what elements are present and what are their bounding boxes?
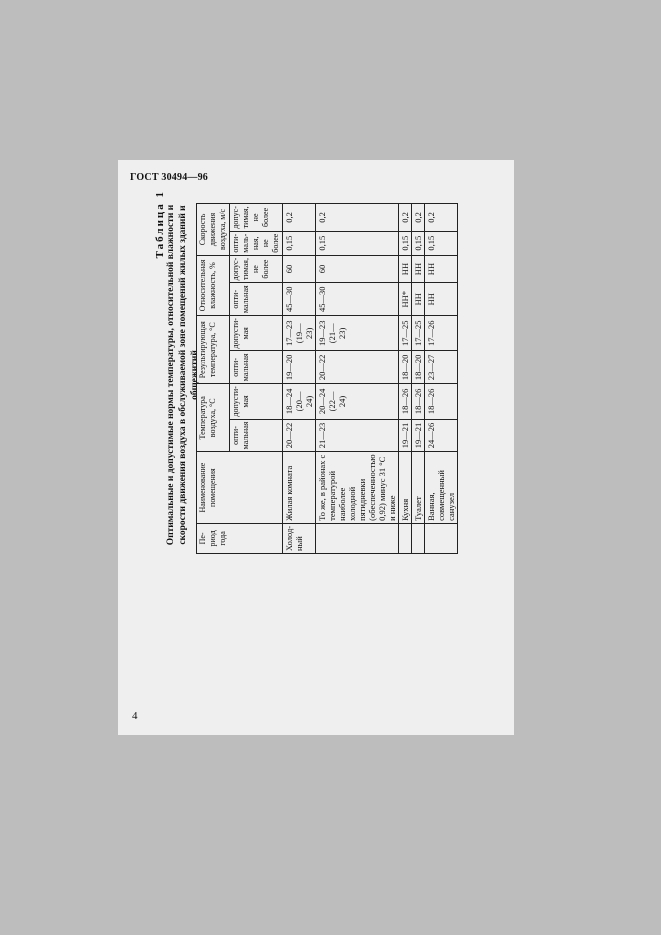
table-title: Оптимальные и допустимые нормы температуры, относительной влажности и скорости движения воздуха в обслуживаемой зоне помещений жилых зданий и общежитий — [166, 204, 200, 546]
document-header: ГОСТ 30494—96 — [130, 172, 209, 183]
col-speed: Скорость движения воздуха, м/с — [197, 204, 230, 256]
sub-allow-max: допус-тимая, не более — [230, 255, 283, 283]
cell-h-opt: 45—30 — [283, 283, 316, 316]
cell-r-opt: 23—27 — [425, 351, 458, 384]
cell-room: Кухня — [399, 452, 412, 523]
cell-v-opt: 0,15 — [283, 231, 316, 255]
cell-v-opt: 0,15 — [399, 231, 412, 255]
sub-allow-max: допус-тимая, не более — [230, 204, 283, 232]
cell-h-allow: 60 — [283, 255, 316, 283]
cell-r-opt: 20—22 — [316, 351, 399, 384]
cell-v-allow: 0,2 — [316, 204, 399, 232]
cell-v-opt: 0,15 — [316, 231, 399, 255]
cell-period — [425, 523, 458, 553]
cell-h-allow: НН — [425, 255, 458, 283]
cell-h-opt: НН — [412, 283, 425, 316]
cell-r-opt: 18—20 — [412, 351, 425, 384]
cell-t-opt: 24—26 — [425, 419, 458, 452]
cell-r-allow: 17—26 — [425, 316, 458, 351]
cell-v-allow: 0,2 — [283, 204, 316, 232]
cell-t-opt: 21—23 — [316, 419, 399, 452]
cell-v-allow: 0,2 — [412, 204, 425, 232]
table-row — [412, 204, 425, 554]
cell-r-opt: 18—20 — [399, 351, 412, 384]
sub-allow: допусти-мая — [230, 384, 283, 419]
cell-period: Холод-ный — [283, 523, 316, 553]
cell-r-allow: 17—25 — [399, 316, 412, 351]
cell-t-opt: 19—21 — [412, 419, 425, 452]
sub-opt-max: опти-маль-ная, не более — [230, 231, 283, 255]
cell-r-allow: 19—23 (21—23) — [316, 316, 399, 351]
col-air-temp: Температура воздуха, °С — [197, 384, 230, 452]
document-page — [118, 160, 514, 735]
cell-room: Ванная, совмещенный санузел — [425, 452, 458, 523]
table-row — [283, 204, 316, 554]
cell-room: Жилая комната — [283, 452, 316, 523]
cell-t-allow: 18—24 (20—24) — [283, 384, 316, 419]
cell-h-opt: НН* — [399, 283, 412, 316]
cell-period — [399, 523, 412, 553]
table-row — [425, 204, 458, 554]
table-label: Таблица 1 — [154, 190, 166, 259]
cell-v-allow: 0,2 — [425, 204, 458, 232]
norms-table — [196, 203, 458, 554]
rotated-table-block — [154, 190, 474, 564]
cell-room: Туалет — [412, 452, 425, 523]
sub-opt: опти-мальная — [230, 351, 283, 384]
col-humidity: Относительная влажность, % — [197, 255, 230, 315]
sub-opt: опти-мальная — [230, 419, 283, 452]
table-row — [399, 204, 412, 554]
cell-t-allow: 18—26 — [399, 384, 412, 419]
cell-t-opt: 19—21 — [399, 419, 412, 452]
cell-r-allow: 17—25 — [412, 316, 425, 351]
cell-h-allow: НН — [399, 255, 412, 283]
table-row — [316, 204, 399, 554]
cell-room: То же, в районах с температурой наиболее холодной пятидневки (обеспеченностью 0,92) минус 31 °С и ниже — [316, 452, 399, 523]
cell-v-allow: 0,2 — [399, 204, 412, 232]
col-result-temp: Результирующая температура, °С — [197, 316, 230, 384]
cell-r-opt: 19—20 — [283, 351, 316, 384]
cell-t-allow: 18—26 — [425, 384, 458, 419]
cell-t-opt: 20—22 — [283, 419, 316, 452]
cell-v-opt: 0,15 — [425, 231, 458, 255]
cell-h-opt: НН — [425, 283, 458, 316]
cell-period — [316, 523, 399, 553]
sub-opt: опти-мальная — [230, 283, 283, 316]
cell-v-opt: 0,15 — [412, 231, 425, 255]
cell-period — [412, 523, 425, 553]
sub-allow: допусти-мая — [230, 316, 283, 351]
page-number: 4 — [132, 710, 138, 722]
cell-h-opt: 45—30 — [316, 283, 399, 316]
cell-r-allow: 17—23 (19—23) — [283, 316, 316, 351]
col-room: Наименование помещения — [197, 452, 283, 523]
col-period: Пе-риод года — [197, 523, 283, 553]
cell-h-allow: 60 — [316, 255, 399, 283]
cell-h-allow: НН — [412, 255, 425, 283]
cell-t-allow: 18—26 — [412, 384, 425, 419]
cell-t-allow: 20—24 (22—24) — [316, 384, 399, 419]
